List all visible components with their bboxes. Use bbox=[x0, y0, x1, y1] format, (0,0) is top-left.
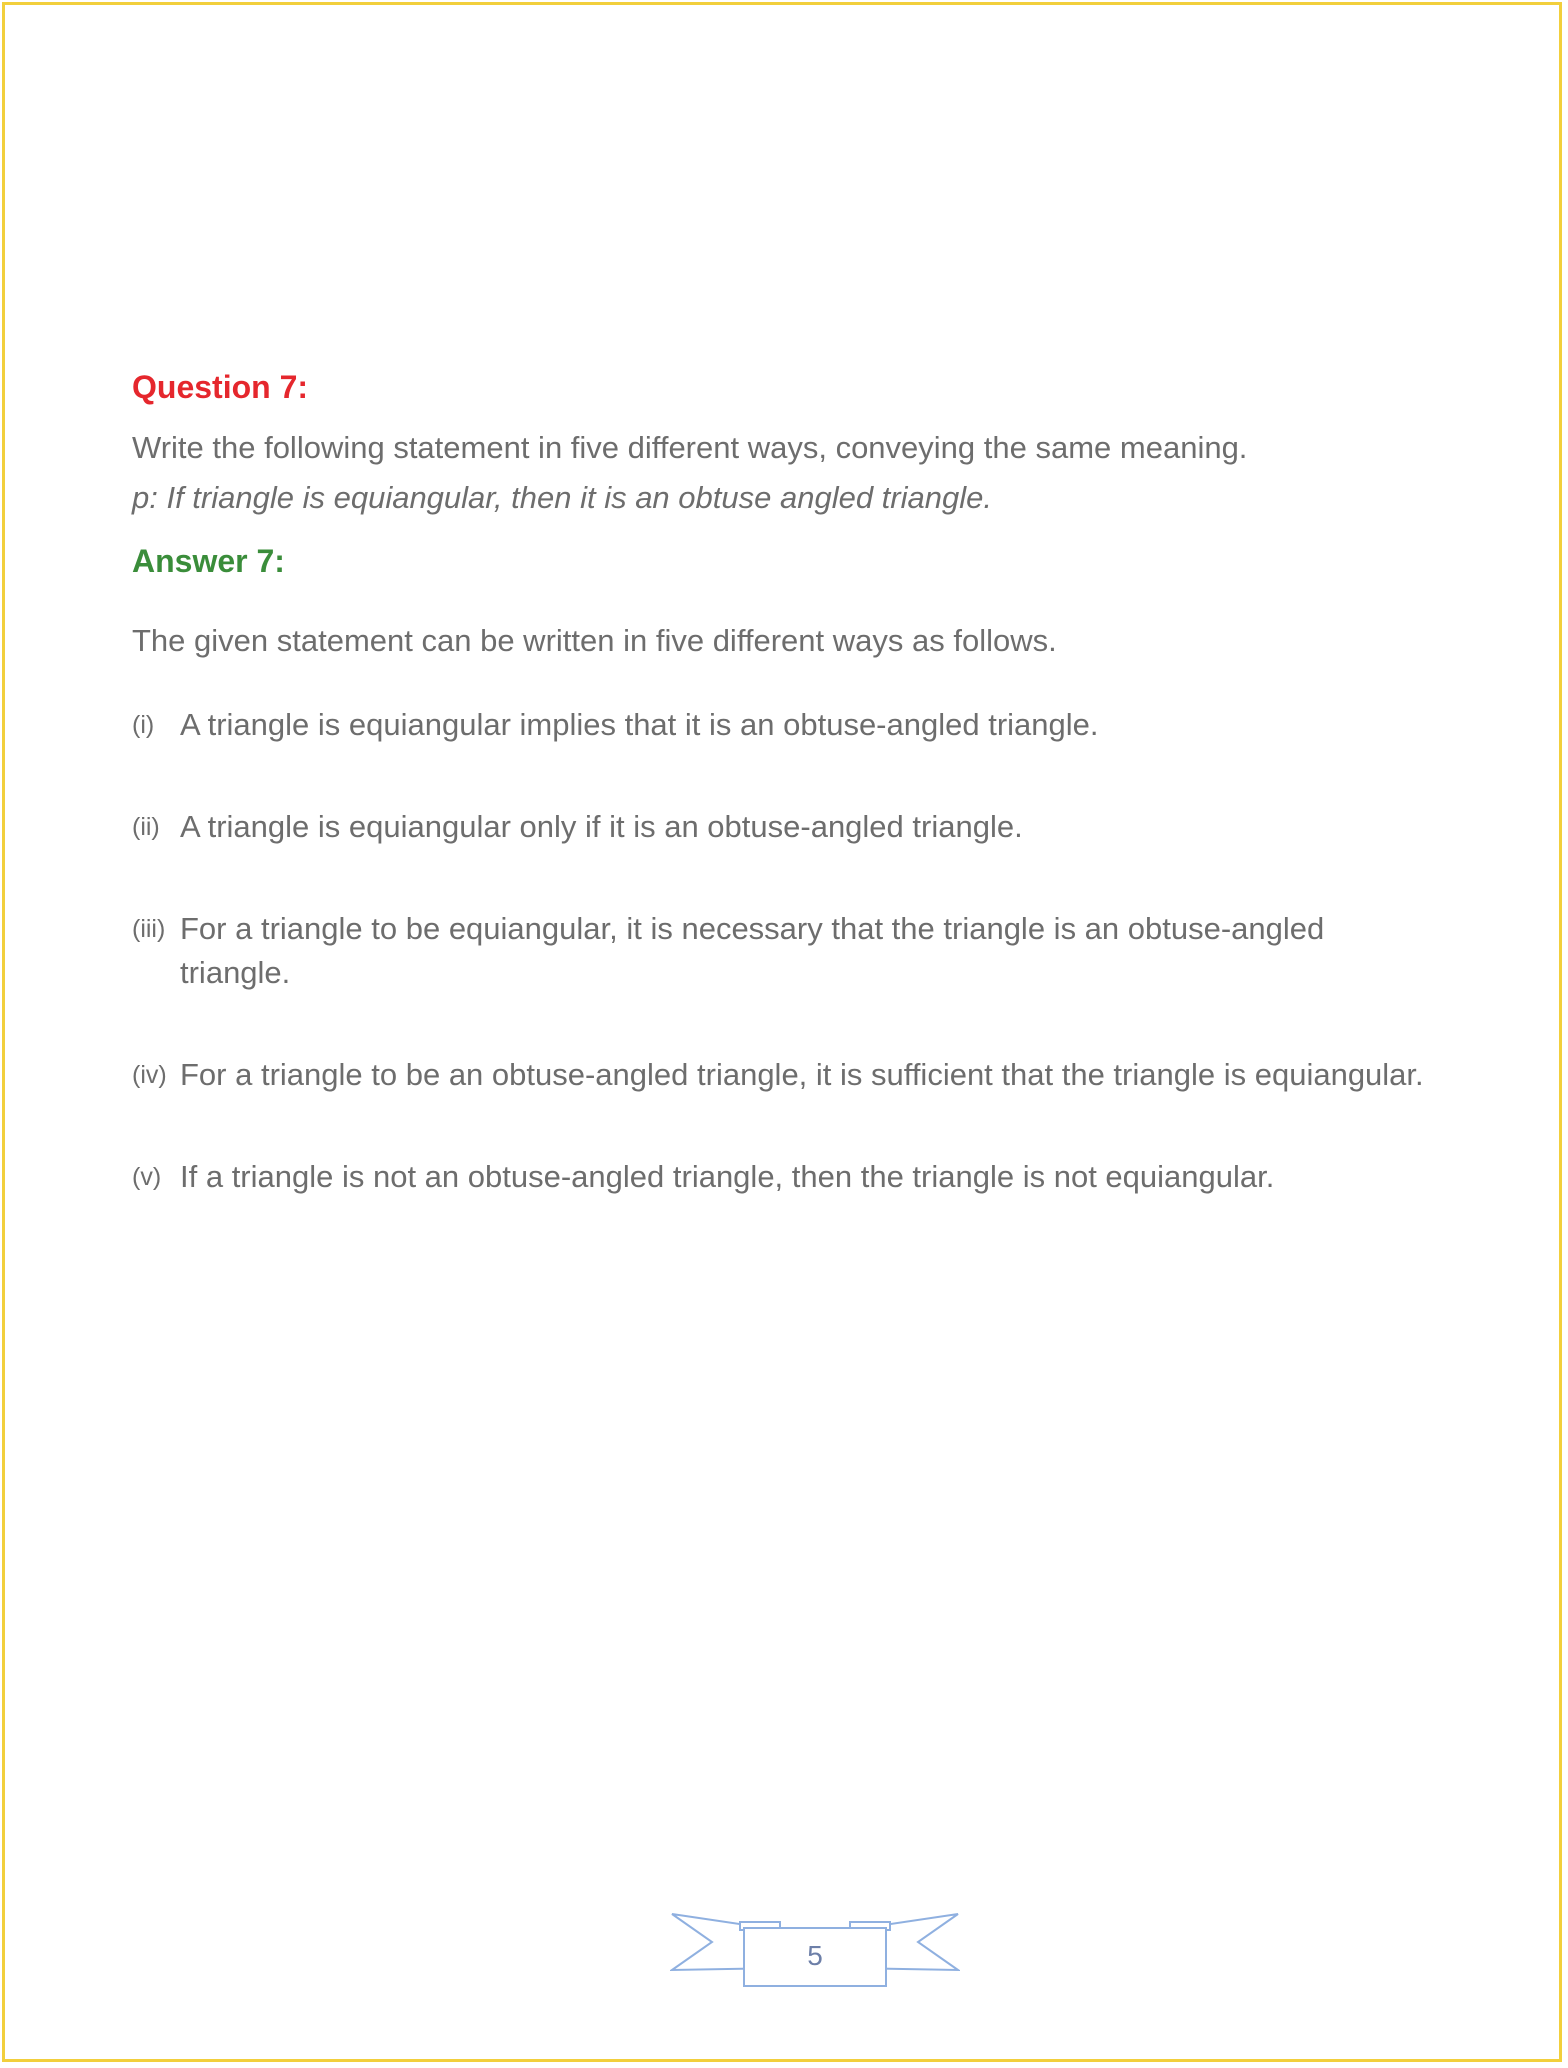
list-item-number: (i) bbox=[132, 711, 155, 739]
question-statement: p: If triangle is equiangular, then it is an obtuse angled triangle. bbox=[132, 480, 992, 515]
page-footer bbox=[670, 1908, 960, 1998]
list-item bbox=[132, 805, 1432, 849]
list-item-text: For a triangle to be an obtuse-angled triangle, it is sufficient that the triangle is equiangular. bbox=[180, 1057, 1424, 1092]
list-item bbox=[132, 703, 1432, 747]
list-item-number: (iv) bbox=[132, 1061, 167, 1089]
page-content bbox=[132, 365, 1432, 1257]
answer-intro: The given statement can be written in five different ways as follows. bbox=[132, 623, 1057, 658]
list-item-text: For a triangle to be equiangular, it is necessary that the triangle is an obtuse-angled triangle. bbox=[180, 911, 1325, 990]
list-item bbox=[132, 907, 1432, 995]
page-number: 5 bbox=[807, 1940, 823, 1971]
list-item-text: If a triangle is not an obtuse-angled triangle, then the triangle is not equiangular. bbox=[180, 1159, 1275, 1194]
answer-list bbox=[132, 703, 1432, 1199]
list-item-number: (ii) bbox=[132, 813, 160, 841]
list-item-number: (v) bbox=[132, 1163, 162, 1191]
list-item bbox=[132, 1053, 1432, 1097]
question-text: Write the following statement in five different ways, conveying the same meaning. bbox=[132, 430, 1248, 465]
list-item-number: (iii) bbox=[132, 915, 166, 943]
answer-heading: Answer 7: bbox=[132, 543, 285, 579]
list-item-text: A triangle is equiangular implies that it is an obtuse-angled triangle. bbox=[180, 707, 1099, 742]
question-heading: Question 7: bbox=[132, 369, 309, 405]
list-item-text: A triangle is equiangular only if it is an obtuse-angled triangle. bbox=[180, 809, 1023, 844]
list-item bbox=[132, 1155, 1432, 1199]
